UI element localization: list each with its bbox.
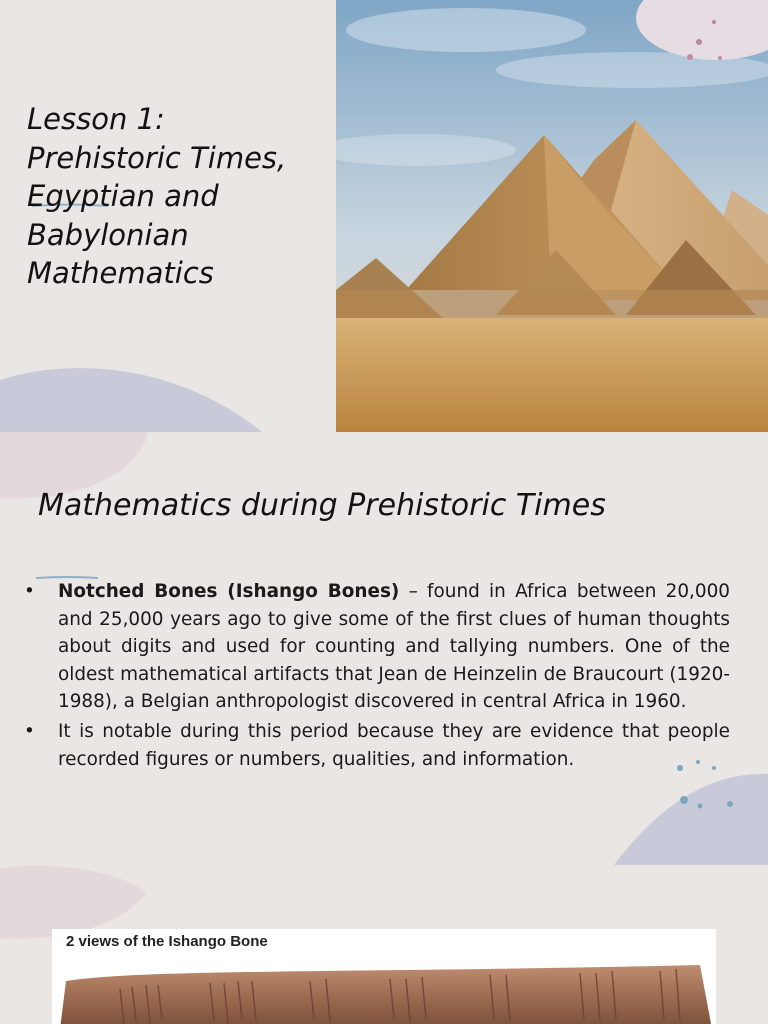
- figure-caption: 2 views of the Ishango Bone: [66, 933, 268, 950]
- bullet-icon: •: [24, 720, 35, 742]
- pyramids-photo: [336, 0, 768, 432]
- bullet-icon: •: [24, 581, 35, 602]
- bullet-term: Notched Bones (Ishango Bones): [58, 581, 400, 602]
- slide-title: [0, 0, 768, 432]
- ishango-bone-image: [60, 959, 716, 1024]
- lesson-title: Lesson 1: Prehistoric Times, Egyptian and Babylonian Mathematics: [27, 102, 287, 290]
- ishango-bone-figure: [52, 929, 716, 1024]
- list-item: [24, 718, 730, 773]
- decorative-blob-blue: [0, 360, 280, 432]
- bullet-list: [24, 578, 730, 775]
- section-heading: Mathematics during Prehistoric Times: [38, 488, 606, 523]
- bullet-text: – found in Africa between 20,000 and 25,000 years ago to give some of the first clues of human thoughts about digits and used for counting and tallying numbers. One of the oldest mathematical artifacts that Jean de Heinzelin de Braucourt (1920-1988), a Belgian anthropologist discovered in central Africa in 1960.: [58, 581, 730, 713]
- bullet-text: It is notable during this period because they are evidence that people recorded figures or numbers, qualities, and information.: [58, 720, 730, 770]
- list-item: [24, 578, 730, 716]
- slide-prehistoric: [0, 432, 768, 1024]
